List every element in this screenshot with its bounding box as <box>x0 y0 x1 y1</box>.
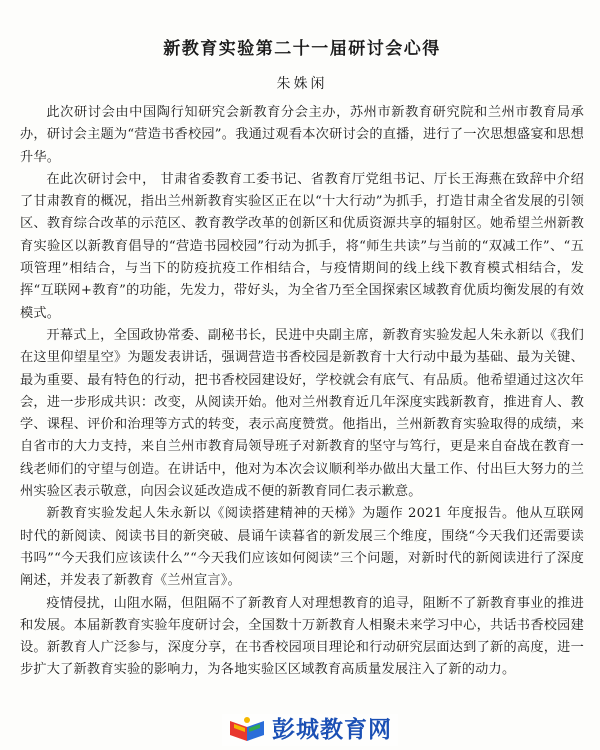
document-author: 朱姝闲 <box>276 76 328 92</box>
paragraph-4: 新教育实验发起人朱永新以《阅读搭建精神的天梯》为题作 2021 年度报告。他从互联网时代的新阅读、阅读书目的新突破、晨诵午读暮省的新发展三个维度，围绕“今天我们还需要读书吗”“今天我们应该读什么”“今天我们应该如何阅读”三个问题，对新时代的新阅读进行了深度阐述，并发表了新教育《兰州宣言》。 <box>20 506 584 589</box>
paragraph-5: 疫情侵扰，山阻水隔，但阻隔不了新教育人对理想教育的追寻，阻断不了新教育事业的推进和发展。本届新教育实验年度研讨会，全国数十万新教育人相聚未来学习中心，共话书香校园建设。新教育人广泛参与，深度分享，在书香校园项目理论和行动研究层面达到了新的高度，进一步扩大了新教育实验的影响力，为各地实验区区域教育高质量发展注入了新的动力。 <box>20 595 584 678</box>
paragraph-3: 开幕式上，全国政协常委、副秘书长，民进中央副主席，新教育实验发起人朱永新以《我们在这里仰望星空》为题发表讲话，强调营造书香校园是新教育十大行动中最为基础、最为关键、最为重要、最有特色的行动，把书香校园建设好，学校就会有底气、有品质。他希望通过这次年会，进一步形成共识：改变，从阅读开始。他对兰州教育近几年深度实践新教育，推进育人、教学、课程、评价和治理等方式的转变，表示高度赞赏。他指出，兰州新教育实验取得的成绩，来自省市的大力支持，来自兰州市教育局领导班子对新教育的坚守与笃行，更是来自奋战在教育一线老师们的守望与创造。在讲话中，他对为本次会议顺利举办做出大量工作、付出巨大努力的兰州实验区表示敬意，向因会议延改造成不便的新教育同仁表示歉意。 <box>20 327 584 500</box>
paragraph-2: 在此次研讨会中， 甘肃省委教育工委书记、省教育厅党组书记、厅长王海燕在致辞中介绍了甘肃教育的概况，指出兰州新教育实验区正在以“十大行动”为抓手，打造甘肃全省发展的引领区、教育综合改革的示范区、教育教学改革的创新区和优质资源共享的辐射区。她希望兰州新教育实验区以新教育倡导的“营造书园校园”行动为抓手，将“师生共读”与当前的“双减工作”、“五项管理”相结合，与当下的防疫抗疫工作相结合，与疫情期间的线上线下教育模式相结合，发挥“互联网+教育”的功能，先发力，带好头，为全省乃至全国探索区域教育优质均衡发展的有效模式。 <box>20 171 584 321</box>
site-watermark <box>222 714 398 746</box>
book-logo-icon <box>226 715 268 745</box>
watermark-text: 彭城教育网 <box>272 717 392 743</box>
paragraph-1: 此次研讨会由中国陶行知研究会新教育分会主办，苏州市新教育研究院和兰州市教育局承办，研讨会主题为“营造书香校园”。我通过观看本次研讨会的直播，进行了一次思想盛宴和思想升华。 <box>20 105 584 165</box>
document-title: 新教育实验第二十一届研讨会心得 <box>163 39 441 59</box>
